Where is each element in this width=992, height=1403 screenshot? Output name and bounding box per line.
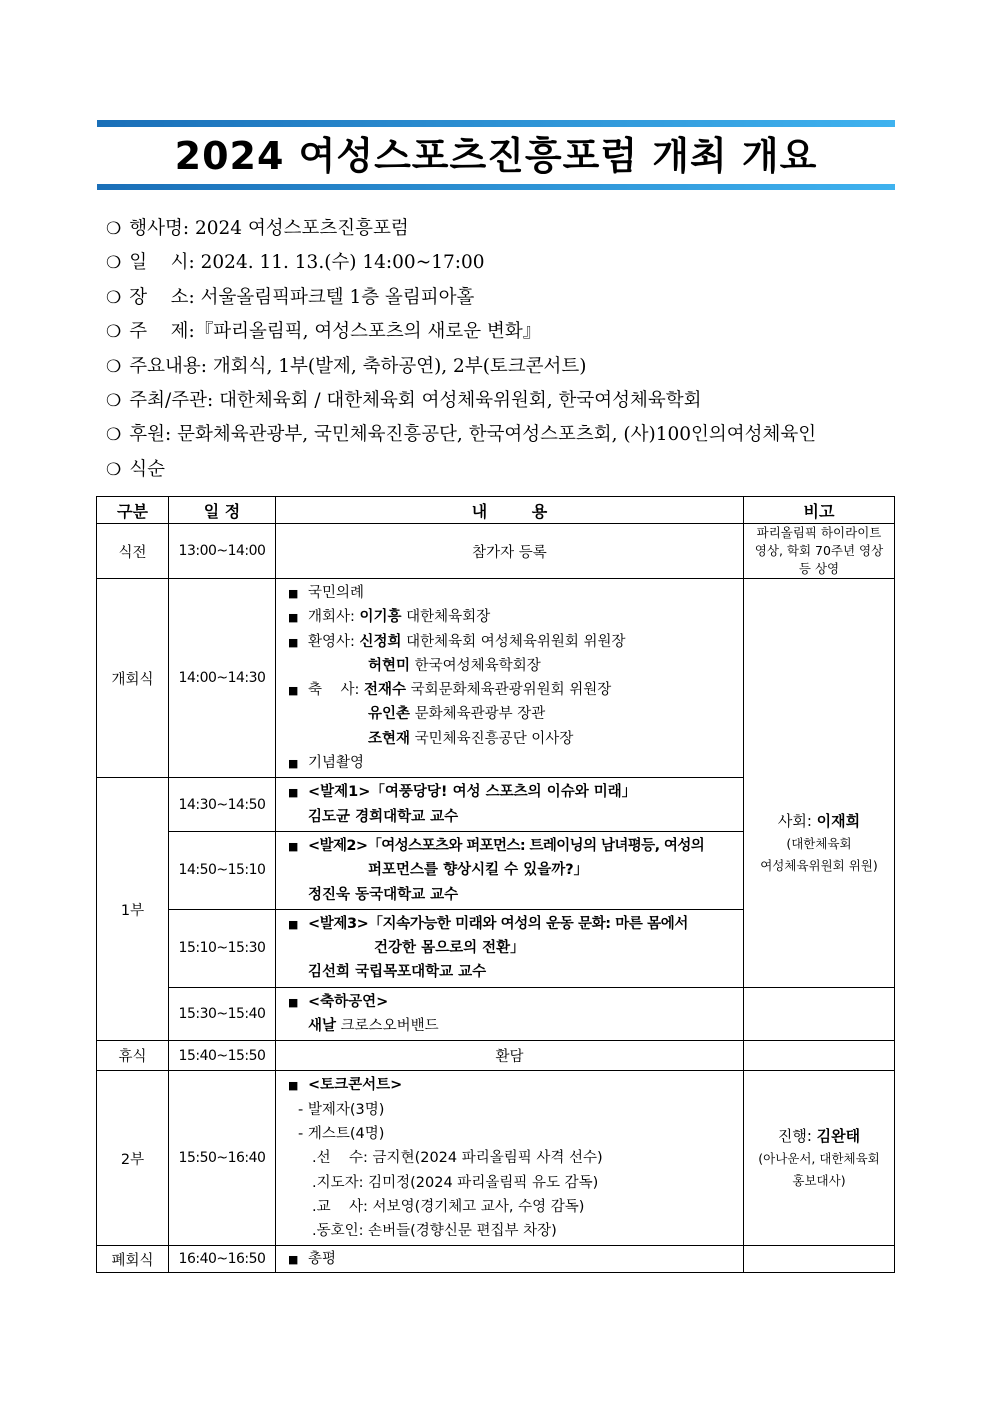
note-cell: 파리올림픽 하이라이트 영상, 학회 70주년 영상 등 상영 xyxy=(744,524,895,579)
content-cell xyxy=(276,1071,744,1246)
item-label: 환영사: xyxy=(308,633,360,650)
list-item xyxy=(288,1248,735,1270)
info-text: 후원: 문화체육관광부, 국민체육진흥공단, 한국여성스포츠회, (사)100인의여성체육인 xyxy=(129,424,817,446)
list-item xyxy=(288,1146,735,1170)
host-affiliation: 홍보대사) xyxy=(792,1173,846,1189)
host-line xyxy=(744,809,894,833)
item-text: 총평 xyxy=(308,1251,337,1268)
info-line xyxy=(106,384,906,418)
info-line xyxy=(106,281,906,315)
list-item xyxy=(288,780,735,804)
circle-icon: ❍ xyxy=(106,390,122,411)
square-bullet-icon: ■ xyxy=(288,917,299,931)
time-cell: 14:50~15:10 xyxy=(169,831,276,909)
content-cell: 참가자 등록 xyxy=(276,524,744,579)
table-row xyxy=(97,1246,895,1273)
list-item xyxy=(288,605,735,629)
circle-icon: ❍ xyxy=(106,253,122,274)
info-text: 일 시: 2024. 11. 13.(수) 14:00~17:00 xyxy=(129,252,485,274)
content-cell xyxy=(276,579,744,778)
guest-text: .동호인: 손버들(경향신문 편집부 차장) xyxy=(312,1223,557,1240)
table-row xyxy=(97,524,895,579)
item-text: <토크콘서트> xyxy=(308,1077,403,1094)
page-title: 2024 여성스포츠진흥포럼 개최 개요 xyxy=(174,134,818,178)
section-cell: 1부 xyxy=(97,778,169,1041)
info-line xyxy=(106,212,906,246)
list-item xyxy=(288,1098,735,1122)
square-bullet-icon: ■ xyxy=(288,757,299,771)
table-row xyxy=(97,987,895,1041)
title-bar-top xyxy=(97,120,895,127)
item-text: <발제1>「여풍당당! 여성 스포츠의 이슈와 미래」 xyxy=(308,784,637,801)
list-item xyxy=(288,936,735,960)
square-bullet-icon: ■ xyxy=(288,1253,299,1267)
item-text: <발제2>「여성스포츠와 퍼포먼스: 트레이닝의 남녀평등, 여성의 xyxy=(308,837,705,854)
square-bullet-icon: ■ xyxy=(288,635,299,649)
speaker-text: 정진욱 동국대학교 교수 xyxy=(308,886,459,903)
list-item xyxy=(288,1014,735,1038)
square-bullet-icon: ■ xyxy=(288,786,299,800)
schedule-table xyxy=(96,496,895,1273)
list-item xyxy=(288,883,735,907)
info-text: 주 제:『파리올림픽, 여성스포츠의 새로운 변화』 xyxy=(129,321,542,343)
item-text: 기념촬영 xyxy=(308,755,365,772)
item-text: 대한체육회장 xyxy=(401,609,491,626)
circle-icon: ❍ xyxy=(106,425,122,446)
square-bullet-icon: ■ xyxy=(288,839,299,853)
item-text: 국민의례 xyxy=(308,585,365,601)
info-text: 주요내용: 개회식, 1부(발제, 축하공연), 2부(토크콘서트) xyxy=(129,355,587,377)
info-line xyxy=(106,315,906,349)
note-cell xyxy=(744,1246,895,1273)
info-text: 장 소: 서울올림픽파크텔 1층 올림피아홀 xyxy=(129,286,475,308)
host-name: 김완태 xyxy=(816,1127,861,1146)
info-text: 주최/주관: 대한체육회 / 대한체육회 여성체육위원회, 한국여성체육학회 xyxy=(129,389,702,411)
time-cell: 16:40~16:50 xyxy=(169,1246,276,1273)
list-item xyxy=(288,834,735,858)
section-cell: 개회식 xyxy=(97,579,169,778)
person-name: 허현미 xyxy=(368,657,411,674)
section-cell: 식전 xyxy=(97,524,169,579)
time-cell: 14:00~14:30 xyxy=(169,579,276,778)
item-text: <발제3>「지속가능한 미래와 여성의 운동 문화: 마른 몸에서 xyxy=(308,915,688,932)
time-cell: 13:00~14:00 xyxy=(169,524,276,579)
list-item xyxy=(288,1195,735,1219)
host-label: 진행: xyxy=(777,1127,817,1146)
list-item xyxy=(288,1171,735,1195)
person-name: 조현재 xyxy=(368,730,411,747)
host-note-cell xyxy=(744,579,895,988)
host-name: 이재희 xyxy=(816,811,861,830)
time-cell: 15:10~15:30 xyxy=(169,909,276,987)
item-text: - 발제자(3명) xyxy=(298,1101,385,1118)
info-text: 식순 xyxy=(129,458,165,480)
guest-text: .교 사: 서보영(경기체고 교사, 수영 감독) xyxy=(312,1198,585,1215)
table-row xyxy=(97,579,895,778)
header-time: 일 정 xyxy=(169,497,276,524)
item-label: 개회사: xyxy=(308,609,360,626)
content-cell xyxy=(276,831,744,909)
square-bullet-icon: ■ xyxy=(288,611,299,625)
section-cell: 2부 xyxy=(97,1071,169,1246)
header-content: 내 용 xyxy=(276,497,744,524)
event-info xyxy=(106,212,906,487)
item-text: <축하공연> xyxy=(308,993,389,1010)
list-item xyxy=(288,1219,735,1243)
note-cell xyxy=(744,1041,895,1071)
table-header-row xyxy=(97,497,895,524)
speaker-text: 김선희 국립목포대학교 교수 xyxy=(308,964,487,981)
item-text: 대한체육회 여성체육위원회 위원장 xyxy=(401,633,626,650)
list-item xyxy=(288,751,735,775)
host-affiliation: (대한체육회 xyxy=(786,835,852,851)
host-note-cell xyxy=(744,1071,895,1246)
section-cell: 폐회식 xyxy=(97,1246,169,1273)
square-bullet-icon: ■ xyxy=(288,995,299,1009)
circle-icon: ❍ xyxy=(106,219,122,239)
person-name: 전재수 xyxy=(363,682,406,699)
host-affiliation: (아나운서, 대한체육회 xyxy=(758,1151,880,1167)
content-cell: 환담 xyxy=(276,1041,744,1071)
list-item xyxy=(288,581,735,605)
list-item xyxy=(288,678,735,702)
info-text: 행사명: 2024 여성스포츠진흥포럼 xyxy=(129,218,409,239)
title-bar-bottom xyxy=(97,184,895,190)
host-line xyxy=(744,1124,894,1148)
list-item xyxy=(288,990,735,1014)
host-label: 사회: xyxy=(777,811,817,830)
circle-icon: ❍ xyxy=(106,287,122,308)
item-label: 축 사: xyxy=(308,682,364,699)
info-line xyxy=(106,453,906,487)
list-item xyxy=(288,1122,735,1146)
performer-name: 새날 xyxy=(308,1018,337,1035)
list-item xyxy=(288,727,735,751)
time-cell: 15:30~15:40 xyxy=(169,987,276,1041)
table-row xyxy=(97,1041,895,1071)
list-item xyxy=(288,654,735,678)
list-item xyxy=(288,960,735,984)
time-cell: 14:30~14:50 xyxy=(169,778,276,832)
guest-text: .지도자: 김미정(2024 파리올림픽 유도 감독) xyxy=(312,1174,599,1191)
square-bullet-icon: ■ xyxy=(288,684,299,698)
list-item xyxy=(288,805,735,829)
item-text: 국민체육진흥공단 이사장 xyxy=(410,730,574,747)
circle-icon: ❍ xyxy=(106,322,122,343)
info-line xyxy=(106,418,906,452)
square-bullet-icon: ■ xyxy=(288,587,299,600)
info-line xyxy=(106,350,906,384)
list-item xyxy=(288,630,735,654)
content-cell xyxy=(276,778,744,832)
guest-text: .선 수: 금지현(2024 파리올림픽 사격 선수) xyxy=(312,1150,603,1167)
item-text: 퍼포먼스를 향상시킬 수 있을까?」 xyxy=(368,862,589,879)
host-affiliation: 여성체육위원회 위원) xyxy=(760,857,878,873)
content-cell xyxy=(276,909,744,987)
performer-text: 크로스오버밴드 xyxy=(336,1018,439,1035)
header-section: 구분 xyxy=(97,497,169,524)
list-item xyxy=(288,1073,735,1097)
item-text: 한국여성체육학회장 xyxy=(410,657,541,674)
item-text: 국회문화체육관광위원회 위원장 xyxy=(405,682,612,699)
person-name: 신정희 xyxy=(359,633,402,650)
circle-icon: ❍ xyxy=(106,459,122,480)
item-text: - 게스트(4명) xyxy=(298,1125,385,1142)
speaker-text: 김도균 경희대학교 교수 xyxy=(308,808,459,825)
content-cell xyxy=(276,1246,744,1273)
list-item xyxy=(288,858,735,882)
list-item xyxy=(288,702,735,726)
item-text: 건강한 몸으로의 전환」 xyxy=(374,940,525,957)
item-text: 문화체육관광부 장관 xyxy=(410,706,546,723)
time-cell: 15:40~15:50 xyxy=(169,1041,276,1071)
circle-icon: ❍ xyxy=(106,356,122,377)
square-bullet-icon: ■ xyxy=(288,1079,299,1093)
content-cell xyxy=(276,987,744,1041)
list-item xyxy=(288,912,735,936)
table-row xyxy=(97,1071,895,1246)
header-note: 비고 xyxy=(744,497,895,524)
person-name: 유인촌 xyxy=(368,706,411,723)
info-line xyxy=(106,246,906,280)
note-cell xyxy=(744,987,895,1041)
time-cell: 15:50~16:40 xyxy=(169,1071,276,1246)
section-cell: 휴식 xyxy=(97,1041,169,1071)
person-name: 이기흥 xyxy=(359,609,402,626)
